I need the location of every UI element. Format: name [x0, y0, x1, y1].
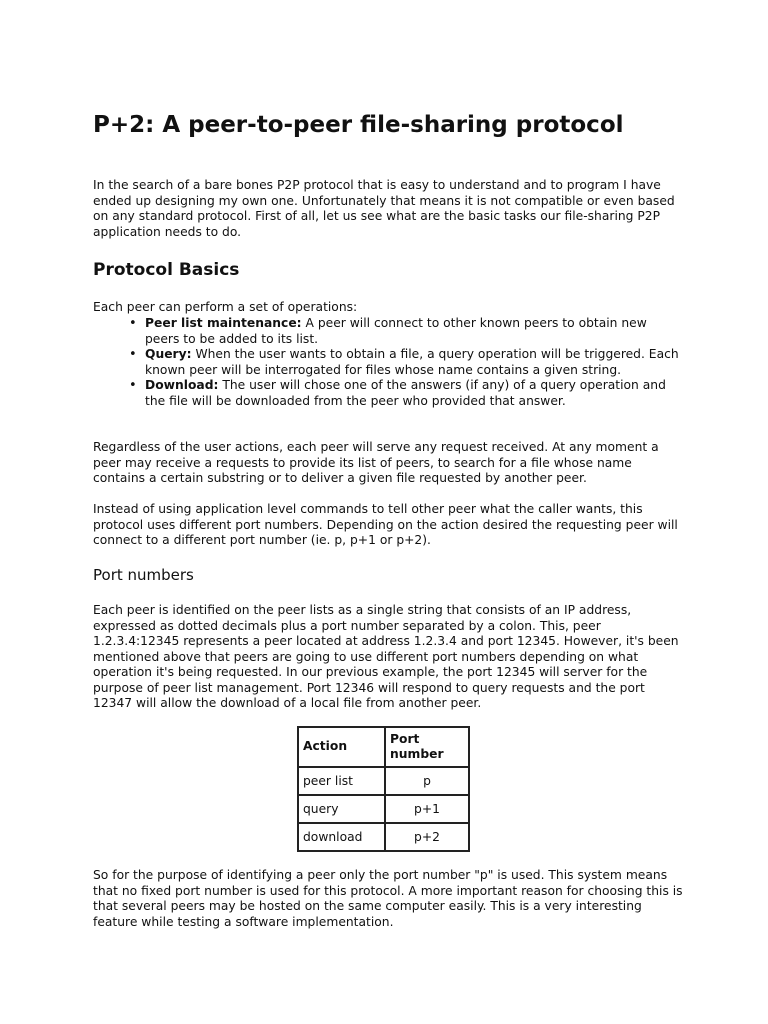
table-cell-action: download	[298, 823, 385, 851]
table-row	[298, 767, 469, 795]
table-header-action: Action	[298, 727, 385, 767]
section-heading-port-numbers: Port numbers	[93, 566, 194, 584]
port-table	[297, 726, 470, 852]
table-cell-action: peer list	[298, 767, 385, 795]
list-item	[145, 347, 683, 378]
table-cell-port: p	[385, 767, 469, 795]
table-cell-port: p+2	[385, 823, 469, 851]
table-header-port-number	[385, 727, 469, 767]
list-item-text: The user will chose one of the answers (if any) of a query operation and the file will be downloaded from the peer who provided that answer.	[145, 378, 666, 408]
table-header-row	[298, 727, 469, 767]
serve-requests-paragraph: Regardless of the user actions, each peer will serve any request received. At any moment a peer may receive a requests to provide its list of peers, to search for a file whose name contains a certain substring or to deliver a given file requested by another peer.	[93, 440, 659, 485]
table-cell-port: p+1	[385, 795, 469, 823]
list-item-term: Peer list maintenance:	[145, 316, 302, 330]
list-item-text: A peer will connect to other known peers to obtain new peers to be added to its list.	[145, 316, 647, 346]
section-heading-protocol-basics: Protocol Basics	[93, 260, 240, 280]
operations-list	[93, 316, 683, 409]
port-usage-paragraph: Instead of using application level commands to tell other peer what the caller wants, this protocol uses different port numbers. Depending on the action desired the requesting peer will connect to a different port number (ie. p, p+1 or p+2).	[93, 502, 678, 547]
page-title: P+2: A peer-to-peer file-sharing protocol	[93, 112, 624, 138]
list-item-term: Download:	[145, 378, 219, 392]
port-p-paragraph: So for the purpose of identifying a peer only the port number "p" is used. This system means that no fixed port number is used for this protocol. A more important reason for choosing this is that several peers may be hosted on the same computer easily. This is a very interesting feature while testing a software implementation.	[93, 868, 683, 929]
list-item-text: When the user wants to obtain a file, a query operation will be triggered. Each known peer will be interrogated for files whose name contains a given string.	[145, 347, 679, 377]
table-row	[298, 795, 469, 823]
table-row	[298, 823, 469, 851]
table-cell-action: query	[298, 795, 385, 823]
list-item	[145, 316, 683, 347]
list-item-term: Query:	[145, 347, 192, 361]
intro-paragraph: In the search of a bare bones P2P protocol that is easy to understand and to program I have ended up designing my own one. Unfortunately that means it is not compatible or even based on any standard protocol. First of all, let us see what are the basic tasks our file-sharing P2P application needs to do.	[93, 178, 675, 239]
list-item	[145, 378, 683, 409]
peer-identification-paragraph: Each peer is identified on the peer lists as a single string that consists of an IP address, expressed as dotted decimals plus a port number separated by a colon. This, peer 1.2.3.4:12345 represents a peer located at address 1.2.3.4 and port 12345. However, it's been mentioned above that peers are going to use different port numbers depending on what operation it's being requested. In our previous example, the port 12345 will server for the purpose of peer list management. Port 12346 will respond to query requests and the port 12347 will allow the download of a local file from another peer.	[93, 603, 679, 710]
table-header-port-number-text: Port number	[390, 731, 444, 761]
operations-lead: Each peer can perform a set of operations:	[93, 300, 358, 314]
